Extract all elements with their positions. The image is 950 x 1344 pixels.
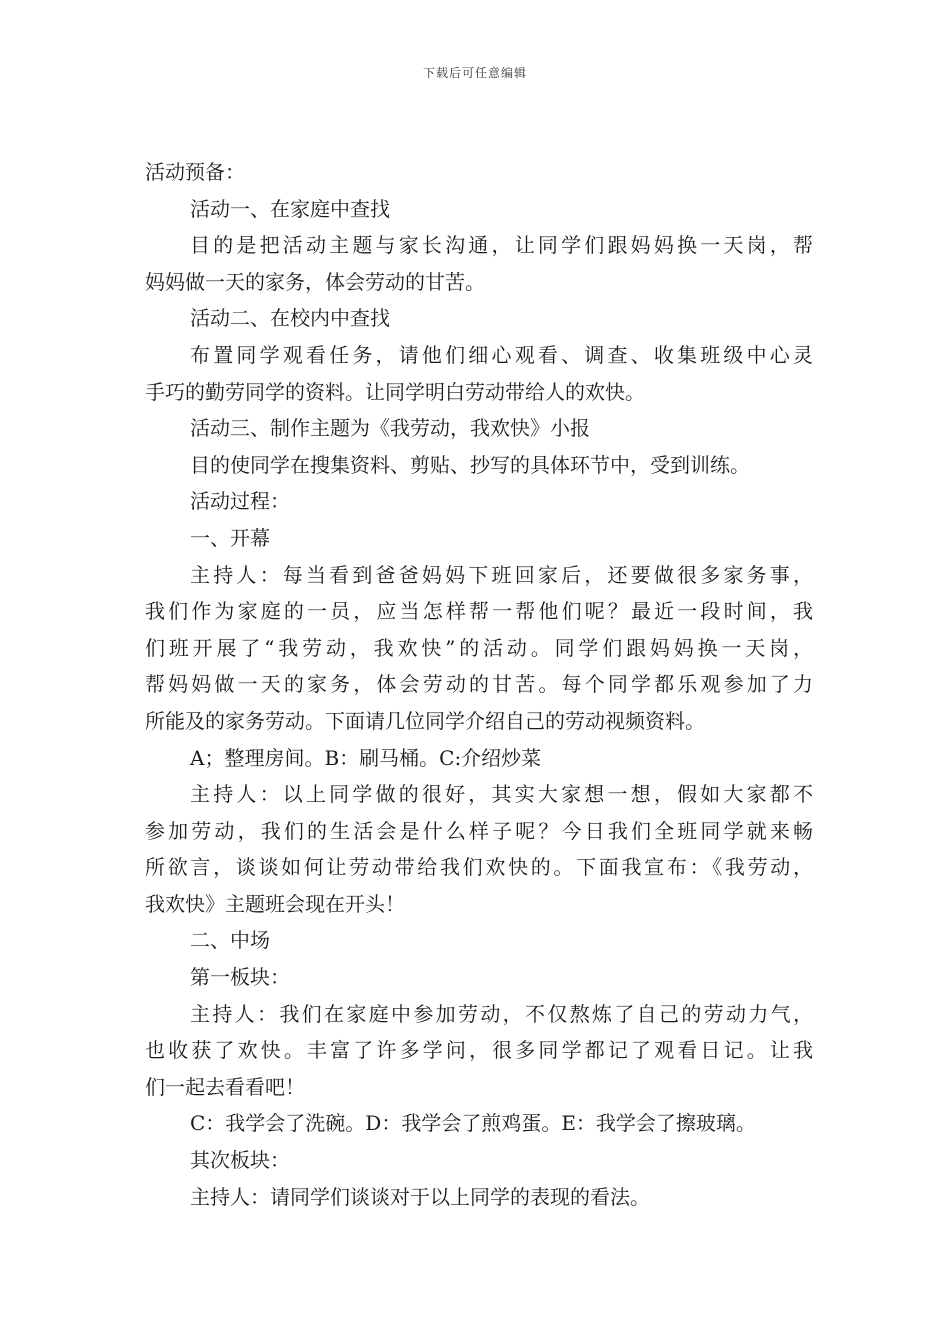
paragraph-line: 主持人：每当看到爸爸妈妈下班回家后，还要做很多家务事， [190, 562, 813, 587]
paragraph-line: 我们作为家庭的一员，应当怎样帮一帮他们呢？最近一段时间，我 [145, 599, 813, 624]
paragraph-line: 帮妈妈做一天的家务，体会劳动的甘苦。每个同学都乐观参加了力 [145, 672, 813, 697]
paragraph-line: 手巧的勤劳同学的资料。让同学明白劳动带给人的欢快。 [145, 379, 645, 404]
list-line: A；整理房间。B：刷马桶。C:介绍炒菜 [190, 745, 542, 770]
paragraph-line: 目的使同学在搜集资料、剪贴、抄写的具体环节中，受到训练。 [190, 452, 750, 477]
paragraph-line: 们一起去看看吧！ [145, 1074, 305, 1099]
document-body [145, 154, 813, 1215]
section-heading-process: 活动过程： [190, 489, 290, 514]
list-line: C：我学会了洗碗。D：我学会了煎鸡蛋。E：我学会了擦玻璃。 [190, 1111, 756, 1136]
paragraph-line: 主持人：我们在家庭中参加劳动，不仅熬炼了自己的劳动力气， [190, 1001, 813, 1026]
section-heading-part-two: 其次板块： [190, 1148, 290, 1173]
paragraph-line: 也收获了欢快。丰富了许多学问，很多同学都记了观看日记。让我 [145, 1038, 813, 1063]
section-heading-opening: 一、开幕 [190, 525, 270, 550]
activity-two-heading: 活动二、在校内中查找 [190, 306, 390, 331]
section-heading-preparation: 活动预备： [145, 160, 245, 184]
activity-three-heading: 活动三、制作主题为《我劳动，我欢快》小报 [190, 416, 590, 441]
paragraph-line: 主持人：以上同学做的很好，其实大家想一想，假如大家都不 [190, 782, 813, 807]
paragraph-line: 所能及的家务劳动。下面请几位同学介绍自己的劳动视频资料。 [145, 708, 705, 733]
paragraph-line: 目的是把活动主题与家长沟通，让同学们跟妈妈换一天岗，帮 [190, 233, 813, 258]
paragraph-line: 们班开展了“我劳动，我欢快”的活动。同学们跟妈妈换一天岗， [145, 635, 813, 660]
paragraph-line: 所欲言，谈谈如何让劳动带给我们欢快的。下面我宣布：《我劳动， [145, 855, 813, 880]
paragraph-line: 我欢快》主题班会现在开头！ [145, 891, 405, 916]
section-heading-middle: 二、中场 [190, 928, 270, 953]
paragraph-line: 布置同学观看任务，请他们细心观看、调查、收集班级中心灵 [190, 342, 813, 367]
activity-one-heading: 活动一、在家庭中查找 [190, 196, 390, 221]
page-header: 下载后可任意编辑 [422, 66, 527, 80]
paragraph-line: 主持人：请同学们谈谈对于以上同学的表现的看法。 [190, 1184, 650, 1209]
paragraph-line: 妈妈做一天的家务，体会劳动的甘苦。 [145, 269, 485, 294]
section-heading-part-one: 第一板块： [190, 965, 290, 990]
paragraph-line: 参加劳动，我们的生活会是什么样子呢？今日我们全班同学就来畅 [145, 818, 813, 843]
